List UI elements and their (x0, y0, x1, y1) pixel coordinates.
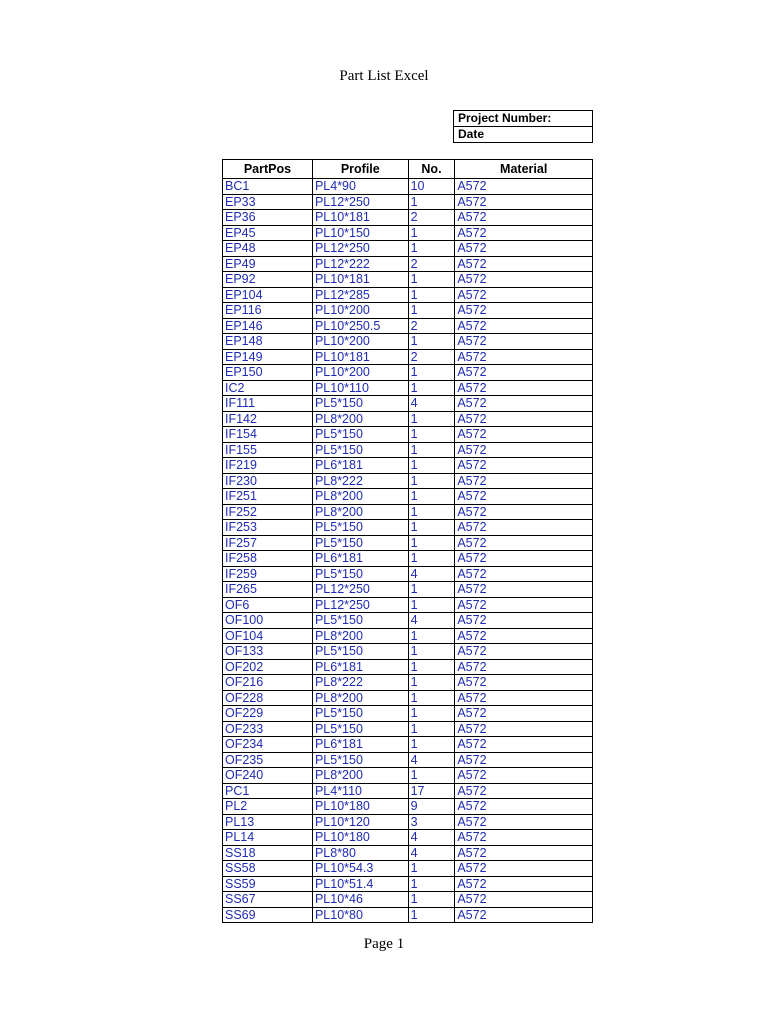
table-row (223, 349, 593, 365)
material-cell: A572 (455, 830, 593, 846)
quantity-cell: 1 (408, 597, 455, 613)
table-row (223, 551, 593, 567)
material-cell: A572 (455, 845, 593, 861)
profile-cell: PL10*51.4 (312, 876, 408, 892)
part-position-cell: SS67 (223, 892, 313, 908)
quantity-cell: 1 (408, 225, 455, 241)
profile-cell: PL5*150 (312, 644, 408, 660)
quantity-cell: 1 (408, 768, 455, 784)
part-position-cell: OF202 (223, 659, 313, 675)
part-position-cell: PL13 (223, 814, 313, 830)
profile-cell: PL12*250 (312, 194, 408, 210)
profile-cell: PL8*200 (312, 489, 408, 505)
quantity-cell: 1 (408, 520, 455, 536)
table-row (223, 473, 593, 489)
part-position-cell: EP45 (223, 225, 313, 241)
quantity-cell: 1 (408, 473, 455, 489)
table-row (223, 876, 593, 892)
quantity-cell: 1 (408, 706, 455, 722)
quantity-cell: 2 (408, 210, 455, 226)
quantity-cell: 1 (408, 551, 455, 567)
profile-cell: PL10*200 (312, 303, 408, 319)
quantity-cell: 1 (408, 861, 455, 877)
material-cell: A572 (455, 907, 593, 923)
table-row (223, 396, 593, 412)
material-cell: A572 (455, 690, 593, 706)
table-row (223, 892, 593, 908)
table-header-row (223, 160, 593, 179)
material-cell: A572 (455, 566, 593, 582)
profile-cell: PL5*150 (312, 752, 408, 768)
quantity-cell: 1 (408, 241, 455, 257)
table-row (223, 613, 593, 629)
quantity-cell: 1 (408, 876, 455, 892)
part-position-cell: PL14 (223, 830, 313, 846)
part-position-cell: IF155 (223, 442, 313, 458)
part-position-cell: IF251 (223, 489, 313, 505)
profile-cell: PL6*181 (312, 737, 408, 753)
quantity-cell: 1 (408, 582, 455, 598)
part-position-cell: SS69 (223, 907, 313, 923)
table-row (223, 427, 593, 443)
date-label: Date (454, 127, 593, 143)
part-position-cell: IF258 (223, 551, 313, 567)
quantity-cell: 1 (408, 721, 455, 737)
table-row (223, 287, 593, 303)
quantity-cell: 1 (408, 907, 455, 923)
profile-cell: PL5*150 (312, 396, 408, 412)
quantity-cell: 4 (408, 752, 455, 768)
table-row (223, 442, 593, 458)
part-position-cell: EP116 (223, 303, 313, 319)
profile-cell: PL6*181 (312, 551, 408, 567)
part-position-cell: SS59 (223, 876, 313, 892)
profile-cell: PL4*110 (312, 783, 408, 799)
material-cell: A572 (455, 752, 593, 768)
material-cell: A572 (455, 551, 593, 567)
material-cell: A572 (455, 613, 593, 629)
part-position-cell: IF265 (223, 582, 313, 598)
quantity-cell: 1 (408, 737, 455, 753)
material-cell: A572 (455, 473, 593, 489)
table-row (223, 768, 593, 784)
profile-cell: PL8*200 (312, 690, 408, 706)
material-cell: A572 (455, 721, 593, 737)
part-position-cell: IF230 (223, 473, 313, 489)
quantity-cell: 1 (408, 690, 455, 706)
profile-cell: PL5*150 (312, 442, 408, 458)
part-position-cell: EP104 (223, 287, 313, 303)
part-position-cell: EP146 (223, 318, 313, 334)
table-row (223, 411, 593, 427)
table-row (223, 241, 593, 257)
profile-cell: PL10*181 (312, 272, 408, 288)
table-row (223, 582, 593, 598)
material-cell: A572 (455, 504, 593, 520)
profile-cell: PL12*285 (312, 287, 408, 303)
part-position-cell: OF228 (223, 690, 313, 706)
material-cell: A572 (455, 768, 593, 784)
material-cell: A572 (455, 210, 593, 226)
profile-cell: PL12*250 (312, 582, 408, 598)
table-row (223, 721, 593, 737)
column-header-no: No. (408, 160, 455, 179)
material-cell: A572 (455, 427, 593, 443)
table-body (223, 179, 593, 923)
material-cell: A572 (455, 582, 593, 598)
table-row (223, 179, 593, 195)
part-position-cell: OF100 (223, 613, 313, 629)
page-number: Page 1 (363, 936, 405, 952)
quantity-cell: 4 (408, 613, 455, 629)
table-row (223, 334, 593, 350)
part-position-cell: EP49 (223, 256, 313, 272)
part-position-cell: OF6 (223, 597, 313, 613)
profile-cell: PL5*150 (312, 427, 408, 443)
part-position-cell: IF142 (223, 411, 313, 427)
material-cell: A572 (455, 706, 593, 722)
part-position-cell: IF252 (223, 504, 313, 520)
profile-cell: PL10*150 (312, 225, 408, 241)
profile-cell: PL5*150 (312, 535, 408, 551)
project-info-box (453, 110, 593, 143)
column-header-material: Material (455, 160, 593, 179)
material-cell: A572 (455, 892, 593, 908)
page-title: Part List Excel (339, 68, 429, 84)
table-row (223, 799, 593, 815)
material-cell: A572 (455, 442, 593, 458)
material-cell: A572 (455, 365, 593, 381)
profile-cell: PL10*181 (312, 349, 408, 365)
profile-cell: PL10*110 (312, 380, 408, 396)
profile-cell: PL8*200 (312, 768, 408, 784)
part-position-cell: PC1 (223, 783, 313, 799)
table-row (223, 256, 593, 272)
quantity-cell: 3 (408, 814, 455, 830)
part-position-cell: IF154 (223, 427, 313, 443)
quantity-cell: 1 (408, 644, 455, 660)
table-row (223, 318, 593, 334)
profile-cell: PL6*181 (312, 659, 408, 675)
table-row (223, 690, 593, 706)
table-row (223, 907, 593, 923)
material-cell: A572 (455, 458, 593, 474)
part-position-cell: IF257 (223, 535, 313, 551)
column-header-profile: Profile (312, 160, 408, 179)
profile-cell: PL10*180 (312, 799, 408, 815)
quantity-cell: 1 (408, 427, 455, 443)
quantity-cell: 17 (408, 783, 455, 799)
part-position-cell: IF259 (223, 566, 313, 582)
material-cell: A572 (455, 411, 593, 427)
table-row (223, 644, 593, 660)
part-position-cell: SS58 (223, 861, 313, 877)
table-row (223, 535, 593, 551)
material-cell: A572 (455, 628, 593, 644)
material-cell: A572 (455, 489, 593, 505)
profile-cell: PL6*181 (312, 458, 408, 474)
quantity-cell: 1 (408, 303, 455, 319)
material-cell: A572 (455, 225, 593, 241)
table-row (223, 737, 593, 753)
part-position-cell: IF253 (223, 520, 313, 536)
table-row (223, 861, 593, 877)
profile-cell: PL10*54.3 (312, 861, 408, 877)
material-cell: A572 (455, 256, 593, 272)
part-position-cell: IF219 (223, 458, 313, 474)
material-cell: A572 (455, 814, 593, 830)
quantity-cell: 1 (408, 892, 455, 908)
material-cell: A572 (455, 520, 593, 536)
part-position-cell: OF235 (223, 752, 313, 768)
part-position-cell: OF234 (223, 737, 313, 753)
table-row (223, 225, 593, 241)
part-position-cell: OF240 (223, 768, 313, 784)
part-position-cell: EP148 (223, 334, 313, 350)
table-row (223, 814, 593, 830)
part-list-table (222, 159, 593, 923)
profile-cell: PL10*46 (312, 892, 408, 908)
profile-cell: PL8*200 (312, 504, 408, 520)
material-cell: A572 (455, 535, 593, 551)
quantity-cell: 4 (408, 396, 455, 412)
material-cell: A572 (455, 783, 593, 799)
quantity-cell: 9 (408, 799, 455, 815)
table-row (223, 783, 593, 799)
quantity-cell: 4 (408, 845, 455, 861)
material-cell: A572 (455, 737, 593, 753)
material-cell: A572 (455, 241, 593, 257)
material-cell: A572 (455, 876, 593, 892)
part-position-cell: SS18 (223, 845, 313, 861)
quantity-cell: 2 (408, 256, 455, 272)
column-header-partpos: PartPos (223, 160, 313, 179)
material-cell: A572 (455, 659, 593, 675)
quantity-cell: 1 (408, 272, 455, 288)
profile-cell: PL5*150 (312, 721, 408, 737)
quantity-cell: 1 (408, 535, 455, 551)
profile-cell: PL10*120 (312, 814, 408, 830)
part-position-cell: OF233 (223, 721, 313, 737)
material-cell: A572 (455, 334, 593, 350)
quantity-cell: 1 (408, 334, 455, 350)
part-position-cell: BC1 (223, 179, 313, 195)
table-row (223, 303, 593, 319)
material-cell: A572 (455, 380, 593, 396)
quantity-cell: 1 (408, 411, 455, 427)
profile-cell: PL8*200 (312, 411, 408, 427)
table-row (223, 365, 593, 381)
profile-cell: PL10*181 (312, 210, 408, 226)
profile-cell: PL5*150 (312, 706, 408, 722)
quantity-cell: 1 (408, 442, 455, 458)
table-row (223, 272, 593, 288)
material-cell: A572 (455, 349, 593, 365)
part-position-cell: EP92 (223, 272, 313, 288)
quantity-cell: 4 (408, 566, 455, 582)
profile-cell: PL10*180 (312, 830, 408, 846)
profile-cell: PL5*150 (312, 520, 408, 536)
table-row (223, 489, 593, 505)
quantity-cell: 1 (408, 287, 455, 303)
profile-cell: PL10*250.5 (312, 318, 408, 334)
part-position-cell: IF111 (223, 396, 313, 412)
part-position-cell: EP33 (223, 194, 313, 210)
profile-cell: PL10*200 (312, 334, 408, 350)
material-cell: A572 (455, 179, 593, 195)
material-cell: A572 (455, 644, 593, 660)
table-row (223, 380, 593, 396)
material-cell: A572 (455, 303, 593, 319)
part-position-cell: OF104 (223, 628, 313, 644)
quantity-cell: 4 (408, 830, 455, 846)
table-row (223, 566, 593, 582)
part-position-cell: EP149 (223, 349, 313, 365)
profile-cell: PL8*222 (312, 675, 408, 691)
part-position-cell: OF216 (223, 675, 313, 691)
project-number-label: Project Number: (454, 111, 593, 127)
table-row (223, 830, 593, 846)
table-row (223, 706, 593, 722)
profile-cell: PL10*200 (312, 365, 408, 381)
profile-cell: PL5*150 (312, 613, 408, 629)
profile-cell: PL12*250 (312, 597, 408, 613)
table-row (223, 458, 593, 474)
table-row (223, 752, 593, 768)
profile-cell: PL4*90 (312, 179, 408, 195)
table-row (223, 520, 593, 536)
part-position-cell: PL2 (223, 799, 313, 815)
material-cell: A572 (455, 799, 593, 815)
quantity-cell: 2 (408, 318, 455, 334)
table-row (223, 597, 593, 613)
profile-cell: PL8*200 (312, 628, 408, 644)
material-cell: A572 (455, 272, 593, 288)
quantity-cell: 2 (408, 349, 455, 365)
table-row (223, 675, 593, 691)
material-cell: A572 (455, 675, 593, 691)
quantity-cell: 1 (408, 489, 455, 505)
table-row (223, 194, 593, 210)
material-cell: A572 (455, 861, 593, 877)
quantity-cell: 1 (408, 380, 455, 396)
profile-cell: PL12*250 (312, 241, 408, 257)
profile-cell: PL12*222 (312, 256, 408, 272)
material-cell: A572 (455, 287, 593, 303)
part-position-cell: EP150 (223, 365, 313, 381)
table-row (223, 659, 593, 675)
quantity-cell: 1 (408, 194, 455, 210)
part-position-cell: OF133 (223, 644, 313, 660)
material-cell: A572 (455, 318, 593, 334)
part-position-cell: IC2 (223, 380, 313, 396)
quantity-cell: 10 (408, 179, 455, 195)
table-row (223, 845, 593, 861)
table-row (223, 628, 593, 644)
profile-cell: PL8*222 (312, 473, 408, 489)
profile-cell: PL10*80 (312, 907, 408, 923)
quantity-cell: 1 (408, 458, 455, 474)
part-position-cell: EP48 (223, 241, 313, 257)
table-row (223, 210, 593, 226)
material-cell: A572 (455, 597, 593, 613)
quantity-cell: 1 (408, 628, 455, 644)
profile-cell: PL5*150 (312, 566, 408, 582)
quantity-cell: 1 (408, 365, 455, 381)
quantity-cell: 1 (408, 675, 455, 691)
material-cell: A572 (455, 194, 593, 210)
quantity-cell: 1 (408, 504, 455, 520)
quantity-cell: 1 (408, 659, 455, 675)
table-row (223, 504, 593, 520)
part-position-cell: OF229 (223, 706, 313, 722)
part-position-cell: EP36 (223, 210, 313, 226)
profile-cell: PL8*80 (312, 845, 408, 861)
material-cell: A572 (455, 396, 593, 412)
